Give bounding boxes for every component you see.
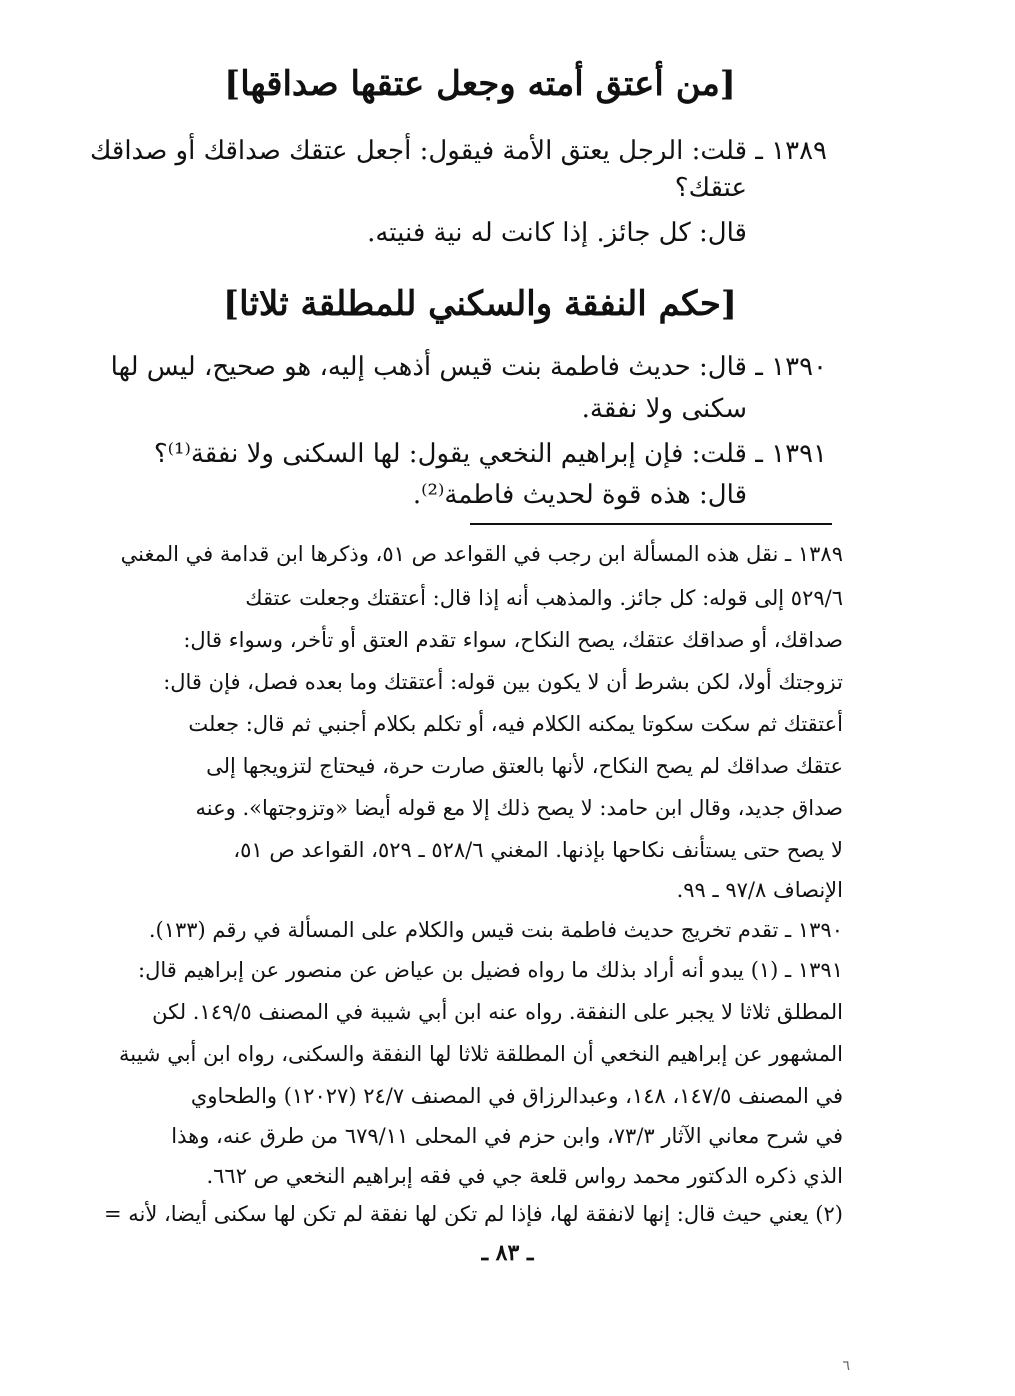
footnote-1391-line-2: المطلق ثلاثا لا يجبر على النفقة. رواه عنه ابن أبي شيبة في المصنف ١٤٩/٥. لكن [152, 1000, 843, 1024]
footnote-1389-line-4: تزوجتك أولا، لكن بشرط أن لا يكون بين قوله: أعتقتك وما بعده فصل، فإن قال: [163, 670, 843, 694]
footnote-1389-line-8: لا يصح حتى يستأنف نكاحها بإذنها. المغني ٥٢٨/٦ ـ ٥٢٩، القواعد ص ٥١، [233, 838, 843, 862]
section-heading-2: [حكم النفقة والسكني للمطلقة ثلاثا] [223, 284, 737, 324]
footnote-1391-line-6: الذي ذكره الدكتور محمد رواس قلعة جي في فقه إبراهيم النخعي ص ٦٦٢. [206, 1164, 843, 1188]
question-1389-line-2: عتقك؟ [674, 173, 747, 203]
footnote-1389-line-5: أعتقتك ثم سكت سكوتا يمكنه الكلام فيه، أو تكلم بكلام أجنبي ثم قال: جعلت [188, 712, 843, 736]
footnote-1389-line-1: ١٣٨٩ ـ نقل هذه المسألة ابن رجب في القواعد ص ٥١، وذكرها ابن قدامة في المغني [120, 542, 843, 566]
footnote-1389-line-7: صداق جديد، وقال ابن حامد: لا يصح ذلك إلا مع قوله أيضا «وتزوجتها». وعنه [195, 796, 843, 820]
page-number: ـ ٨٣ ـ [481, 1240, 534, 1266]
answer-1390-line-1: ١٣٩٠ ـ قال: حديث فاطمة بنت قيس أذهب إليه، هو صحيح، ليس لها [110, 352, 827, 382]
section-heading-1: [من أعتق أمته وجعل عتقها صداقها] [224, 64, 736, 104]
footnote-1391-line-4: في المصنف ١٤٧/٥، ١٤٨، وعبدالرزاق في المصنف ٢٤/٧ (١٢٠٢٧) والطحاوي [190, 1084, 843, 1108]
answer-1390-line-2: سكنى ولا نفقة. [581, 394, 747, 424]
answer-1391: قال: هذه قوة لحديث فاطمة⁽²⁾. [412, 480, 747, 510]
question-1389-line-1: ١٣٨٩ ـ قلت: الرجل يعتق الأمة فيقول: أجعل عتقك صداقك أو صداقك [89, 136, 827, 166]
footnote-1389-line-2: ٥٢٩/٦ إلى قوله: كل جائز. والمذهب أنه إذا قال: أعتقتك وجعلت عتقك [245, 586, 843, 610]
footnote-separator [470, 523, 832, 525]
footnote-1389-line-3: صداقك، أو صداقك عتقك، يصح النكاح، سواء تقدم العتق أو تأخر، وسواء قال: [183, 628, 843, 652]
answer-1389: قال: كل جائز. إذا كانت له نية فنيته. [367, 218, 747, 248]
footnote-2: (٢) يعني حيث قال: إنها لانفقة لها، فإذا لم تكن لها نفقة لم تكن لها سكنى أيضا، لأنه = [103, 1202, 843, 1226]
footnote-1391-line-3: المشهور عن إبراهيم النخعي أن المطلقة ثلاثا لها النفقة والسكنى، رواه ابن أبي شيبة [119, 1042, 843, 1066]
corner-mark: ٦ [842, 1358, 850, 1374]
footnote-1389-line-6: عتقك صداقك لم يصح النكاح، لأنها بالعتق صارت حرة، فيحتاج لتزويجها إلى [206, 754, 843, 778]
question-1391: ١٣٩١ ـ قلت: فإن إبراهيم النخعي يقول: لها السكنى ولا نفقة⁽¹⁾؟ [153, 439, 827, 469]
footnote-1389-line-9: الإنصاف ٩٧/٨ ـ ٩٩. [676, 878, 843, 902]
footnote-1391-line-5: في شرح معاني الآثار ٧٣/٣، وابن حزم في المحلى ٦٧٩/١١ من طرق عنه، وهذا [171, 1124, 843, 1148]
footnote-1390: ١٣٩٠ ـ تقدم تخريج حديث فاطمة بنت قيس والكلام على المسألة في رقم (١٣٣). [148, 918, 843, 942]
footnote-1391-line-1: ١٣٩١ ـ (١) يبدو أنه أراد بذلك ما رواه فضيل بن عياض عن منصور عن إبراهيم قال: [138, 958, 843, 982]
